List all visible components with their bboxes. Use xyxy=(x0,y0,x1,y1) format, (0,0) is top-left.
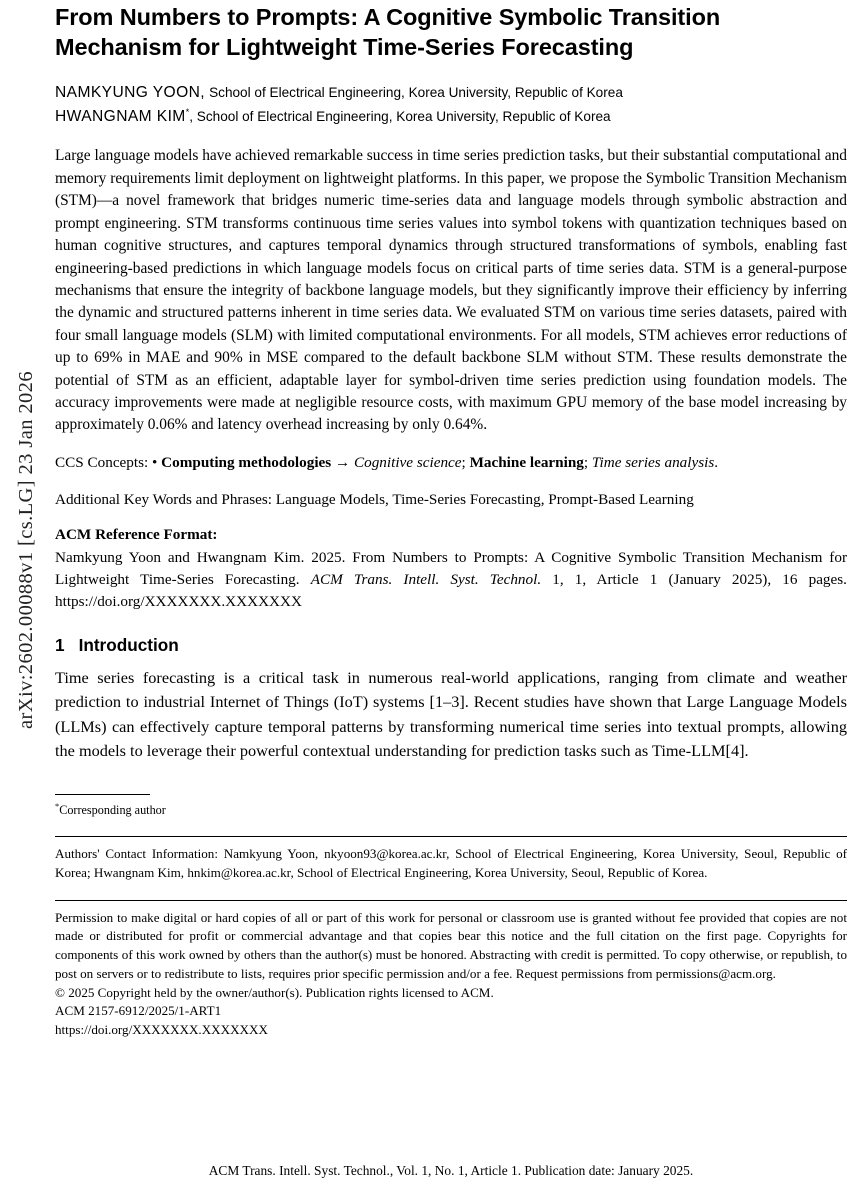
footnote-marker-icon: * xyxy=(55,801,60,811)
footnote-text: Corresponding author xyxy=(59,802,166,817)
ccs-arrow-icon: → xyxy=(335,453,351,471)
footnote-corresponding-author xyxy=(55,801,847,819)
corresponding-author-marker: * xyxy=(185,107,190,118)
reference-journal: ACM Trans. Intell. Syst. Technol. xyxy=(310,570,542,588)
ccs-quaternary: Time series analysis xyxy=(591,453,715,471)
author-name: HWANGNAM KIM xyxy=(55,108,186,126)
ccs-sep: ; xyxy=(583,453,589,471)
ccs-tertiary: Machine learning xyxy=(469,453,584,471)
copyright-line: © 2025 Copyright held by the owner/author(s). Publication rights licensed to ACM. xyxy=(55,984,494,1000)
footnote-divider xyxy=(55,794,150,795)
arxiv-stamp-label: arXiv:2602.00088v1 [cs.LG] 23 Jan 2026 xyxy=(14,371,37,729)
reference-post: 1, 1, Article 1 (January 2025), 16 pages. https://doi.org/XXXXXXX.XXXXXXX xyxy=(55,570,847,610)
author-block xyxy=(55,81,847,129)
ccs-end: . xyxy=(714,453,719,471)
section-heading xyxy=(55,635,847,656)
section-number: 1 xyxy=(55,634,65,655)
ccs-concepts xyxy=(55,452,847,474)
author-affiliation: , School of Electrical Engineering, Korea University, Republic of Korea xyxy=(189,109,611,125)
abstract-text: Large language models have achieved remarkable success in time series prediction tasks, but their substantial computational and memory requirements limit deployment on lightweight platforms. In this paper, we propose the Symbolic Transition Mechanism (STM)—a novel framework that bridges numeric time-series data and language models through symbolic abstraction and prompt engineering. STM transforms continuous time series values into symbol tokens with quantization techniques based on human cognitive structures, and captures temporal dynamics through structured transformations of symbols, enabling fast engineering-based predictions in which language models focus on critical parts of time series data. STM is a general-purpose mechanisms that ensure the integrity of backbone language models, but they significantly improve their efficiency by inferring the dynamic and structured patterns inherent in time series data. We evaluated STM on various time series datasets, paired with four small language models (SLM) with limited computational environments. For all models, STM achieves error reductions of up to 69% in MAE and 90% in MSE compared to the default backbone SLM without STM. These results demonstrate the potential of STM as an efficient, adaptable layer for symbol-driven time series prediction using foundation models. The accuracy improvements were made at negligible resource costs, with maximum GPU memory of the base model increasing by approximately 0.06% and latency overhead increasing by only 0.64%. xyxy=(55,147,847,434)
author-name: NAMKYUNG YOON, xyxy=(55,84,206,102)
introduction-paragraph: Time series forecasting is a critical task in numerous real-world applications, ranging from climate and weather prediction to industrial Internet of Things (IoT) systems [1–3]. Recent studies have shown that Large Language Models (LLMs) can effectively capture temporal patterns by transforming numerical time series into textual prompts, allowing the models to leverage their powerful contextual understanding for prediction tasks such as Time-LLM[4]. xyxy=(55,667,847,761)
author-affiliation: School of Electrical Engineering, Korea University, Republic of Korea xyxy=(209,85,623,101)
ccs-label: CCS Concepts: • xyxy=(55,453,158,471)
contact-divider xyxy=(55,836,847,837)
page-footer: ACM Trans. Intell. Syst. Technol., Vol. 1, No. 1, Article 1. Publication date: January 2025. xyxy=(208,1163,694,1178)
authors-contact-information: Authors' Contact Information: Namkyung Yoon, nkyoon93@korea.ac.kr, School of Electrical Engineering, Korea University, Seoul, Republic of Korea; Hwangnam Kim, hnkim@korea.ac.kr, School of Electrical Engineering, Korea University, Seoul, Republic of Korea. xyxy=(55,845,847,880)
permission-paragraph: Permission to make digital or hard copies of all or part of this work for personal or classroom use is granted without fee provided that copies are not made or distributed for profit or commercial advantage and that copies bear this notice and the full citation on the first page. Copyrights for components of this work owned by others than the author(s) must be honored. Abstracting with credit is permitted. To copy otherwise, or republish, to post on servers or to redistribute to lists, requires prior specific permission and/or a fee. Request permissions from permissions@acm.org. xyxy=(55,909,847,981)
acm-id-line: ACM 2157-6912/2025/1-ART1 xyxy=(55,1003,222,1019)
author-entry xyxy=(55,105,847,129)
ccs-primary: Computing methodologies xyxy=(161,453,332,471)
arxiv-stamp xyxy=(6,0,46,1100)
ccs-sep: ; xyxy=(461,453,466,471)
paper-content xyxy=(55,0,849,1040)
section-title: Introduction xyxy=(78,634,179,655)
author-entry xyxy=(55,81,847,105)
reference-pre: Namkyung Yoon and Hwangnam Kim. 2025. From Numbers to Prompts: A Cognitive Symbolic Transition Mechanism for Lightweight Time-Series Forecasting. xyxy=(55,548,847,588)
ccs-secondary: Cognitive science xyxy=(353,453,462,471)
keywords-line: Additional Key Words and Phrases: Language Models, Time-Series Forecasting, Prompt-Based Learning xyxy=(55,490,694,508)
doi-line: https://doi.org/XXXXXXX.XXXXXXX xyxy=(55,1022,268,1038)
acm-reference-format-body xyxy=(55,547,847,613)
permission-block xyxy=(55,909,847,1040)
acm-reference-format-heading: ACM Reference Format: xyxy=(55,525,218,543)
permission-divider xyxy=(55,900,847,901)
page-title: From Numbers to Prompts: A Cognitive Symbolic Transition Mechanism for Lightweight Time-Series Forecasting xyxy=(55,4,721,61)
